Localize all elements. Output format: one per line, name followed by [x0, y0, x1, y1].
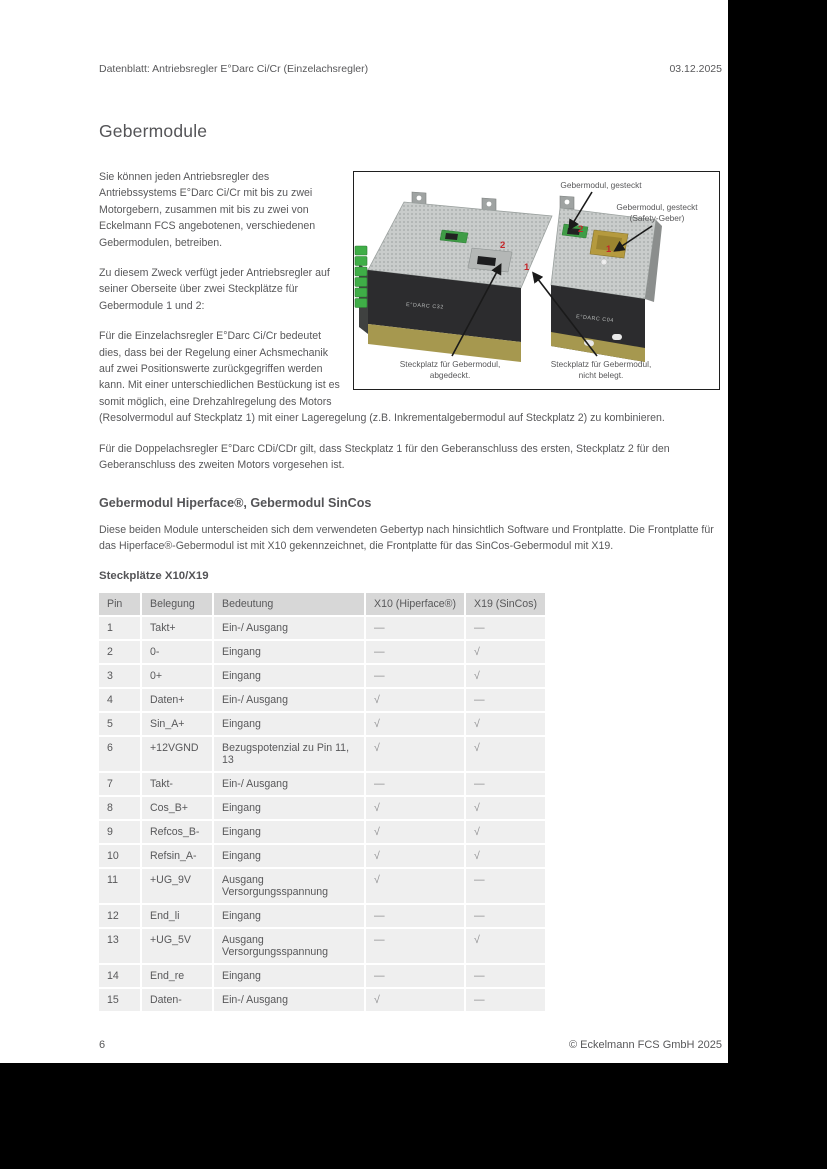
table-row [99, 845, 545, 867]
cell-bedeutung: Bezugspotenzial zu Pin 11, 13 [214, 737, 364, 771]
table-row [99, 713, 545, 735]
callout-safety-label-line1: Gebermodul, gesteckt [616, 202, 698, 212]
column-header-x19: X19 (SinCos) [466, 593, 545, 615]
column-header-x10: X10 (Hiperface®) [366, 593, 464, 615]
connector-left [445, 233, 458, 240]
cell-pin: 5 [99, 713, 140, 735]
cell-x19: √ [466, 737, 545, 771]
cell-bedeutung: Eingang [214, 713, 364, 735]
cell-belegung: End_li [142, 905, 212, 927]
table-row [99, 821, 545, 843]
cell-belegung: Sin_A+ [142, 713, 212, 735]
cell-x10: √ [366, 797, 464, 819]
table-row [99, 929, 545, 963]
cell-pin: 3 [99, 665, 140, 687]
table-row [99, 737, 545, 771]
callout-covered-label-line1: Steckplatz für Gebermodul, [399, 359, 501, 369]
cell-x19: √ [466, 797, 545, 819]
callout-gesteckt-label: Gebermodul, gesteckt [560, 180, 642, 190]
cell-bedeutung: Eingang [214, 845, 364, 867]
callout-empty-label-line1: Steckplatz für Gebermodul, [550, 359, 652, 369]
footer-page-number: 6 [99, 1039, 106, 1051]
cell-bedeutung: Ausgang Versorgungsspannung [214, 869, 364, 903]
table-header-row [99, 593, 545, 615]
slot2-marker-left: 2 [500, 240, 506, 251]
cell-belegung: Daten- [142, 989, 212, 1011]
device-right-label: E°DARC C04 [575, 314, 615, 324]
cell-belegung: +12VGND [142, 737, 212, 771]
cell-x10: — [366, 905, 464, 927]
cell-belegung: Cos_B+ [142, 797, 212, 819]
cell-x10: — [366, 665, 464, 687]
paragraph-intro: Sie können jeden Antriebsregler des Antriebssystems E°Darc Ci/Cr mit bis zu zwei Motorgebern, zusammen mit bis zu zwei von Eckelmann FCS angebotenen, verschiedenen Gebermodulen, betreiben. [99, 171, 316, 249]
cell-x19: — [466, 965, 545, 987]
pin-table-body [99, 617, 545, 1011]
cell-bedeutung: Ein-/ Ausgang [214, 617, 364, 639]
column-header-belegung: Belegung [142, 593, 212, 615]
cell-bedeutung: Eingang [214, 965, 364, 987]
table-row [99, 617, 545, 639]
paragraph-einzelachsregler: Für die Einzelachsregler E°Darc Ci/Cr bedeutet dies, dass bei der Regelung einer Achsmechanik auf zwei Positionswerte zurückgegriffen werden kann. Mit einer unterschiedlichen Bestückung ist es somit möglich, eine Drehzahlregelung des Motors (Resolvermodul auf Steckplatz 1) mit einer Lageregelung (z.B. Inkrementalgebermodul auf Steckplatz 2) zu kombinieren. [99, 330, 665, 425]
cell-pin: 12 [99, 905, 140, 927]
callout-safety-label-line2: (Safety-Geber) [629, 213, 685, 223]
cell-bedeutung: Eingang [214, 641, 364, 663]
callout-covered-label-line2: abgedeckt. [429, 370, 471, 380]
cell-pin: 8 [99, 797, 140, 819]
cell-pin: 6 [99, 737, 140, 771]
column-header-bedeutung: Bedeutung [214, 593, 364, 615]
table-row [99, 869, 545, 903]
cell-pin: 4 [99, 689, 140, 711]
cell-bedeutung: Ein-/ Ausgang [214, 689, 364, 711]
page-footer [99, 1039, 722, 1051]
drive-unit-left [355, 202, 552, 362]
slot1-marker-right: 1 [606, 244, 612, 255]
cell-pin: 7 [99, 773, 140, 795]
header-date: 03.12.2025 [669, 63, 722, 75]
cell-x10: √ [366, 989, 464, 1011]
cell-bedeutung: Eingang [214, 665, 364, 687]
cell-x19: √ [466, 665, 545, 687]
cell-pin: 9 [99, 821, 140, 843]
cell-x19: √ [466, 713, 545, 735]
cell-pin: 13 [99, 929, 140, 963]
page-header [99, 63, 722, 75]
cell-x19: — [466, 689, 545, 711]
slot1-marker-left: 1 [524, 262, 530, 273]
table-row [99, 797, 545, 819]
cell-x10: √ [366, 689, 464, 711]
cell-belegung: +UG_9V [142, 869, 212, 903]
cell-x19: — [466, 617, 545, 639]
cell-x19: — [466, 773, 545, 795]
standoff-cylinder [601, 259, 607, 265]
cell-x10: √ [366, 821, 464, 843]
cell-x10: — [366, 617, 464, 639]
standoff-cylinder [612, 334, 622, 340]
cell-x19: — [466, 989, 545, 1011]
cell-belegung: 0+ [142, 665, 212, 687]
cell-pin: 2 [99, 641, 140, 663]
cell-x10: — [366, 641, 464, 663]
cell-bedeutung: Ein-/ Ausgang [214, 989, 364, 1011]
cell-bedeutung: Eingang [214, 797, 364, 819]
pin-assignment-table [97, 591, 547, 1013]
section-title-hiperface-sincos: Gebermodul Hiperface®, Gebermodul SinCos [99, 495, 372, 510]
cell-pin: 14 [99, 965, 140, 987]
device-left-label: E°DARC C32 [405, 302, 445, 311]
cell-pin: 11 [99, 869, 140, 903]
cell-belegung: Daten+ [142, 689, 212, 711]
cell-x19: √ [466, 845, 545, 867]
table-row [99, 665, 545, 687]
cell-x10: — [366, 965, 464, 987]
cell-x19: √ [466, 929, 545, 963]
paragraph-doppelachsregler: Für die Doppelachsregler E°Darc CDi/CDr gilt, dass Steckplatz 1 für den Geberanschluss des ersten, Steckplatz 2 für den Geberanschluss des zweiten Motors vorgesehen ist. [99, 442, 670, 472]
table-row [99, 989, 545, 1011]
cell-bedeutung: Eingang [214, 821, 364, 843]
paragraph-steckplaetze: Zu diesem Zweck verfügt jeder Antriebsregler auf seiner Oberseite über zwei Steckplätze für Gebermodule 1 und 2: [99, 267, 330, 312]
table-row [99, 689, 545, 711]
cell-bedeutung: Ein-/ Ausgang [214, 773, 364, 795]
cell-x19: √ [466, 641, 545, 663]
cell-belegung: Refsin_A- [142, 845, 212, 867]
cell-belegung: Refcos_B- [142, 821, 212, 843]
cell-x10: √ [366, 713, 464, 735]
cell-pin: 10 [99, 845, 140, 867]
table-row [99, 905, 545, 927]
cell-x10: √ [366, 737, 464, 771]
page-title: Gebermodule [99, 121, 208, 141]
cell-x10: √ [366, 845, 464, 867]
cell-x19: √ [466, 821, 545, 843]
cell-belegung: +UG_5V [142, 929, 212, 963]
cell-bedeutung: Eingang [214, 905, 364, 927]
cell-x19: — [466, 869, 545, 903]
cell-belegung: 0- [142, 641, 212, 663]
table-row [99, 965, 545, 987]
column-header-pin: Pin [99, 593, 140, 615]
slot2-marker-right: 2 [578, 224, 584, 235]
cell-belegung: End_re [142, 965, 212, 987]
cell-x10: √ [366, 869, 464, 903]
cell-bedeutung: Ausgang Versorgungsspannung [214, 929, 364, 963]
cell-belegung: Takt- [142, 773, 212, 795]
cell-x10: — [366, 773, 464, 795]
cell-x10: — [366, 929, 464, 963]
cell-pin: 15 [99, 989, 140, 1011]
table-row [99, 641, 545, 663]
cell-belegung: Takt+ [142, 617, 212, 639]
callout-empty-label-line2: nicht belegt. [578, 370, 624, 380]
page-content [99, 121, 720, 1013]
table-row [99, 773, 545, 795]
table-title: Steckplätze X10/X19 [99, 570, 209, 583]
footer-copyright: © Eckelmann FCS GmbH 2025 [569, 1039, 722, 1051]
paragraph-module-unterschied: Diese beiden Module unterscheiden sich dem verwendeten Gebertyp nach hinsichtlich Software und Frontplatte. Die Frontplatte für das Hiperface®-Gebermodul ist mit X10 gekennzeichnet, die Frontplatte für das SinCos-Gebermodul mit X19. [99, 523, 714, 552]
hardware-illustration [354, 172, 719, 389]
cell-x19: — [466, 905, 545, 927]
cell-pin: 1 [99, 617, 140, 639]
hardware-figure [353, 171, 720, 390]
header-document-title: Datenblatt: Antriebsregler E°Darc Ci/Cr (Einzelachsregler) [99, 63, 369, 75]
